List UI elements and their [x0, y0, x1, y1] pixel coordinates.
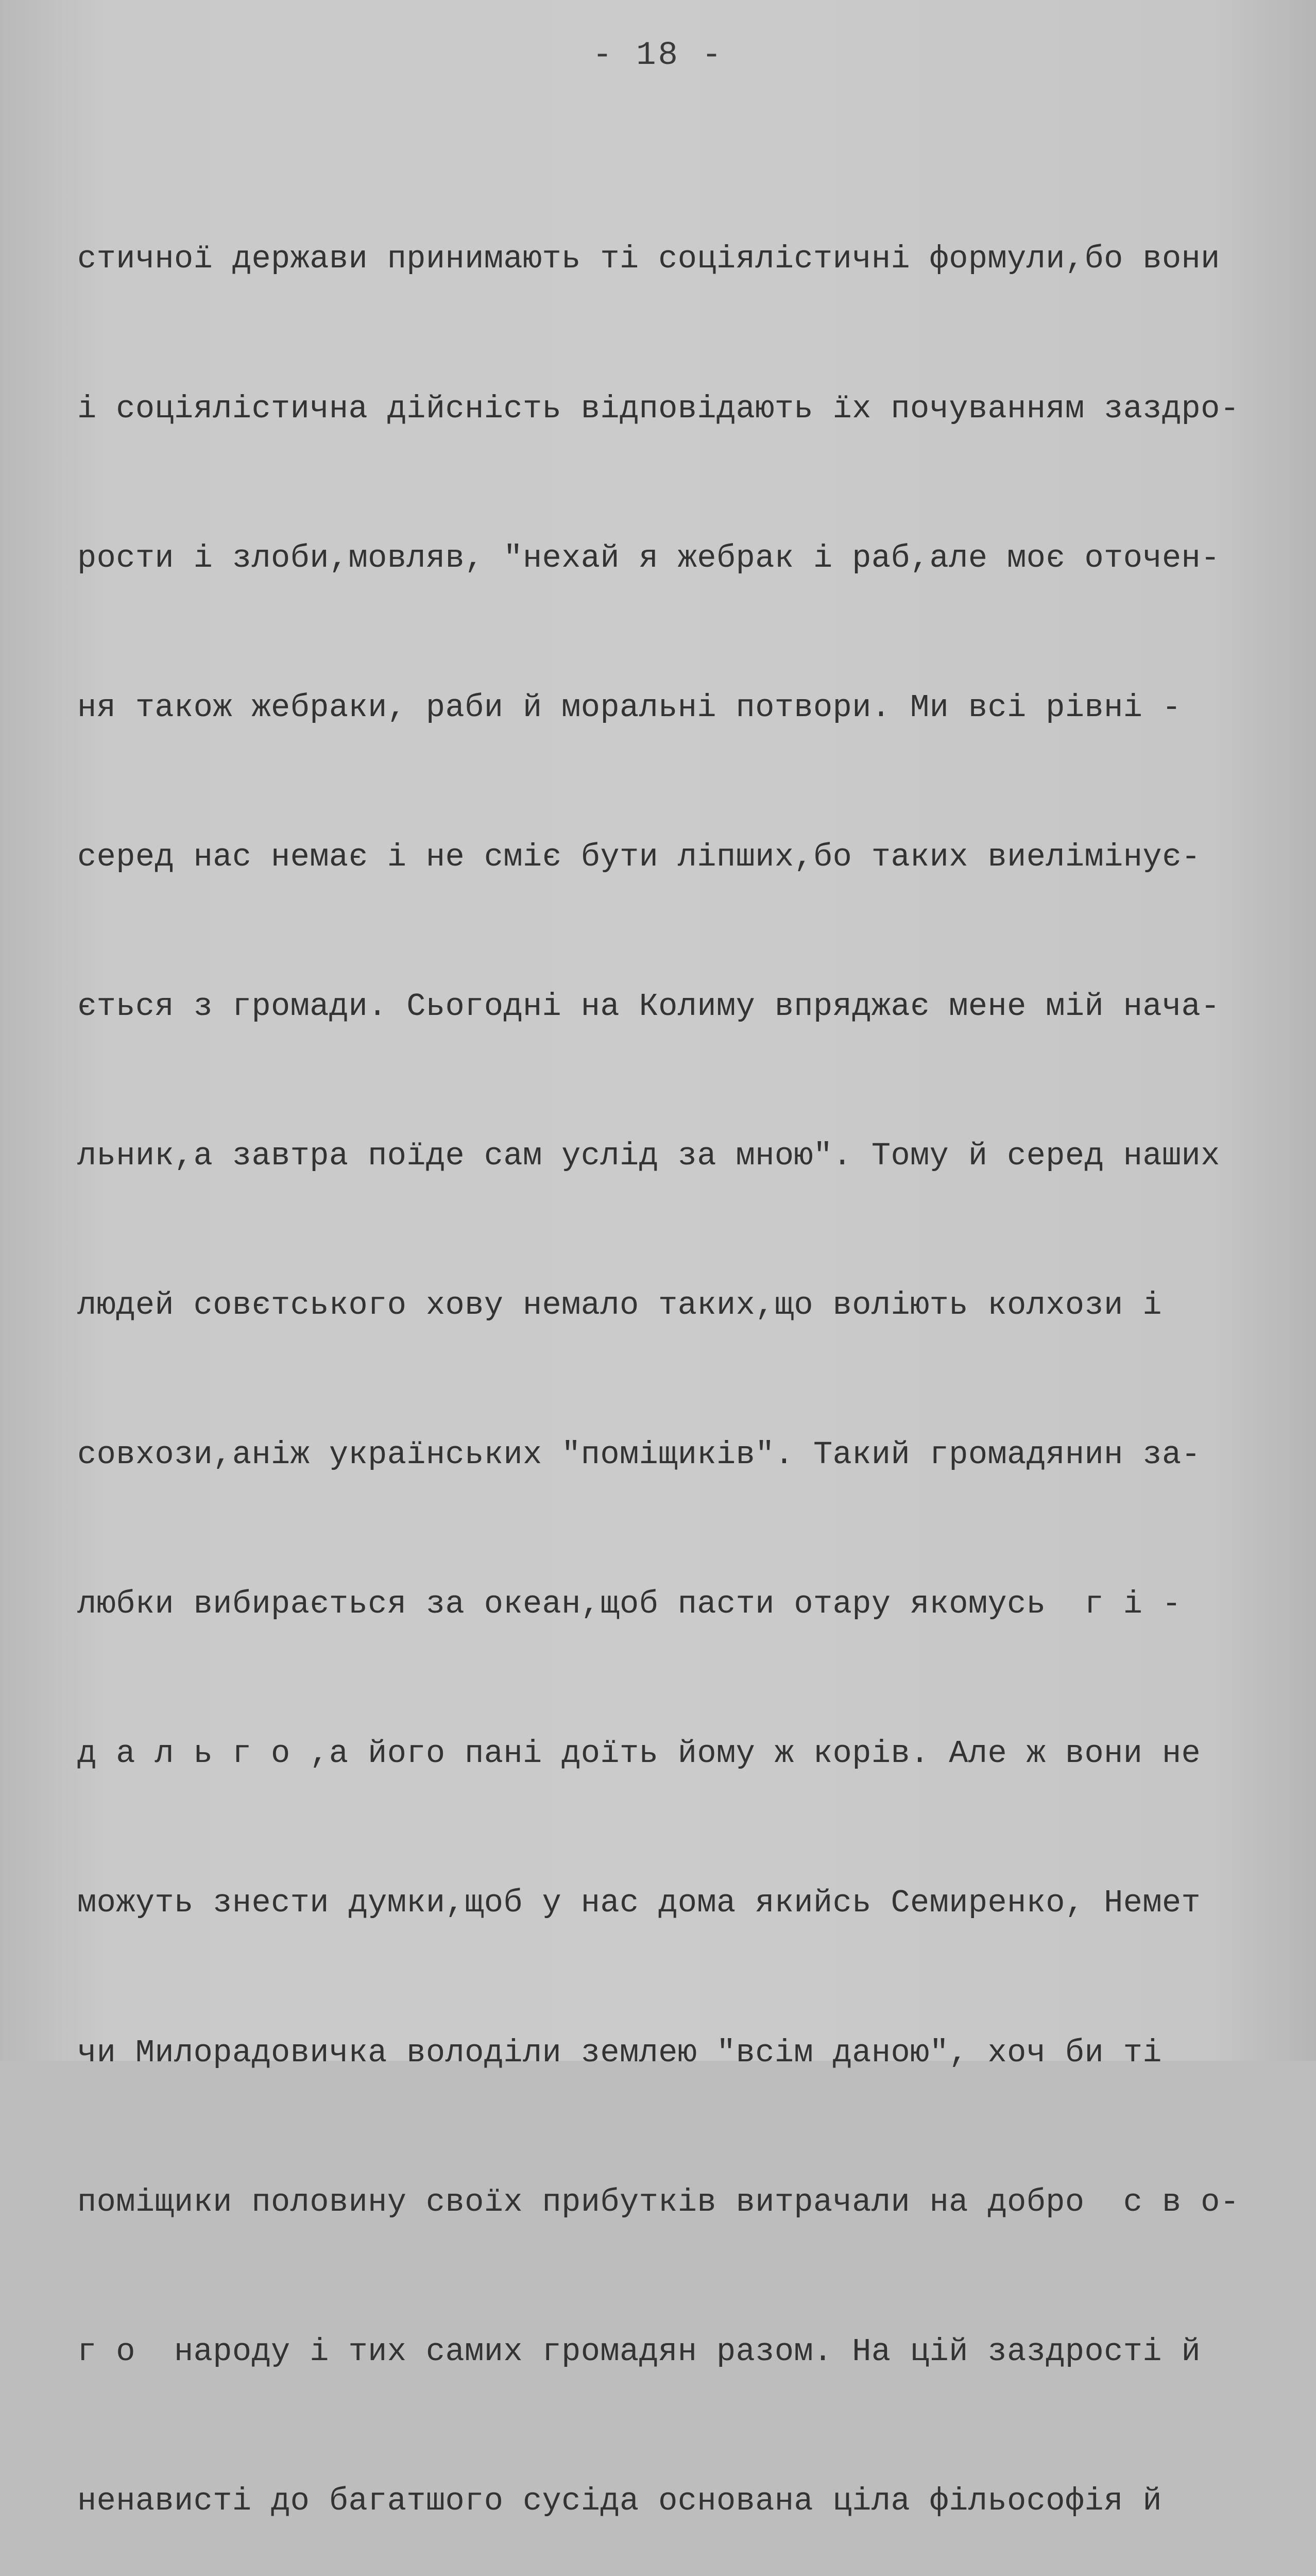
text-line: чи Милорадовичка володіли землею "всім даною", хоч би ті: [77, 2034, 1162, 2071]
text-line: рости і злоби,мовляв, "нехай я жебрак і раб,але моє оточен-: [77, 539, 1220, 577]
text-line: любки вибирається за океан,щоб пасти отару якомусь г і -: [77, 1586, 1182, 1623]
text-line: г о народу і тих самих громадян разом. На цій заздрості й: [77, 2333, 1201, 2370]
text-line: льник,а завтра поїде сам услід за мною". Тому й серед наших: [77, 1137, 1220, 1174]
text-line: ненависті до багатшого сусіда основана ціла фільософія й: [77, 2482, 1162, 2519]
text-line: поміщики половину своїх прибутків витрачали на добро с в о-: [77, 2183, 1240, 2221]
text-line: ється з громади. Сьогодні на Колиму впряджає мене мій нача-: [77, 988, 1220, 1025]
text-line: серед нас немає і не сміє бути ліпших,бо таких виелімінує-: [77, 838, 1201, 875]
text-line: ня також жебраки, раби й моральні потвори. Ми всі рівні -: [77, 689, 1182, 726]
text-line: людей совєтського хову немало таких,що воліють колхози і: [77, 1287, 1162, 1324]
text-line: стичної держави принимають ті соціялістичні формули,бо вони: [77, 241, 1220, 278]
text-line: можуть знести думки,щоб у нас дома якийсь Семиренко, Немет: [77, 1885, 1201, 1922]
text-line: д а л ь г о ,а його пані доїть йому ж корів. Але ж вони не: [77, 1735, 1201, 1772]
page-number: - 18 -: [592, 37, 724, 74]
text-line: і соціялістична дійсність відповідають їх почуванням заздро-: [77, 390, 1240, 427]
text-line: совхози,аніж українських "поміщиків". Такий громадянин за-: [77, 1436, 1201, 1473]
document-body: [77, 135, 1262, 2576]
